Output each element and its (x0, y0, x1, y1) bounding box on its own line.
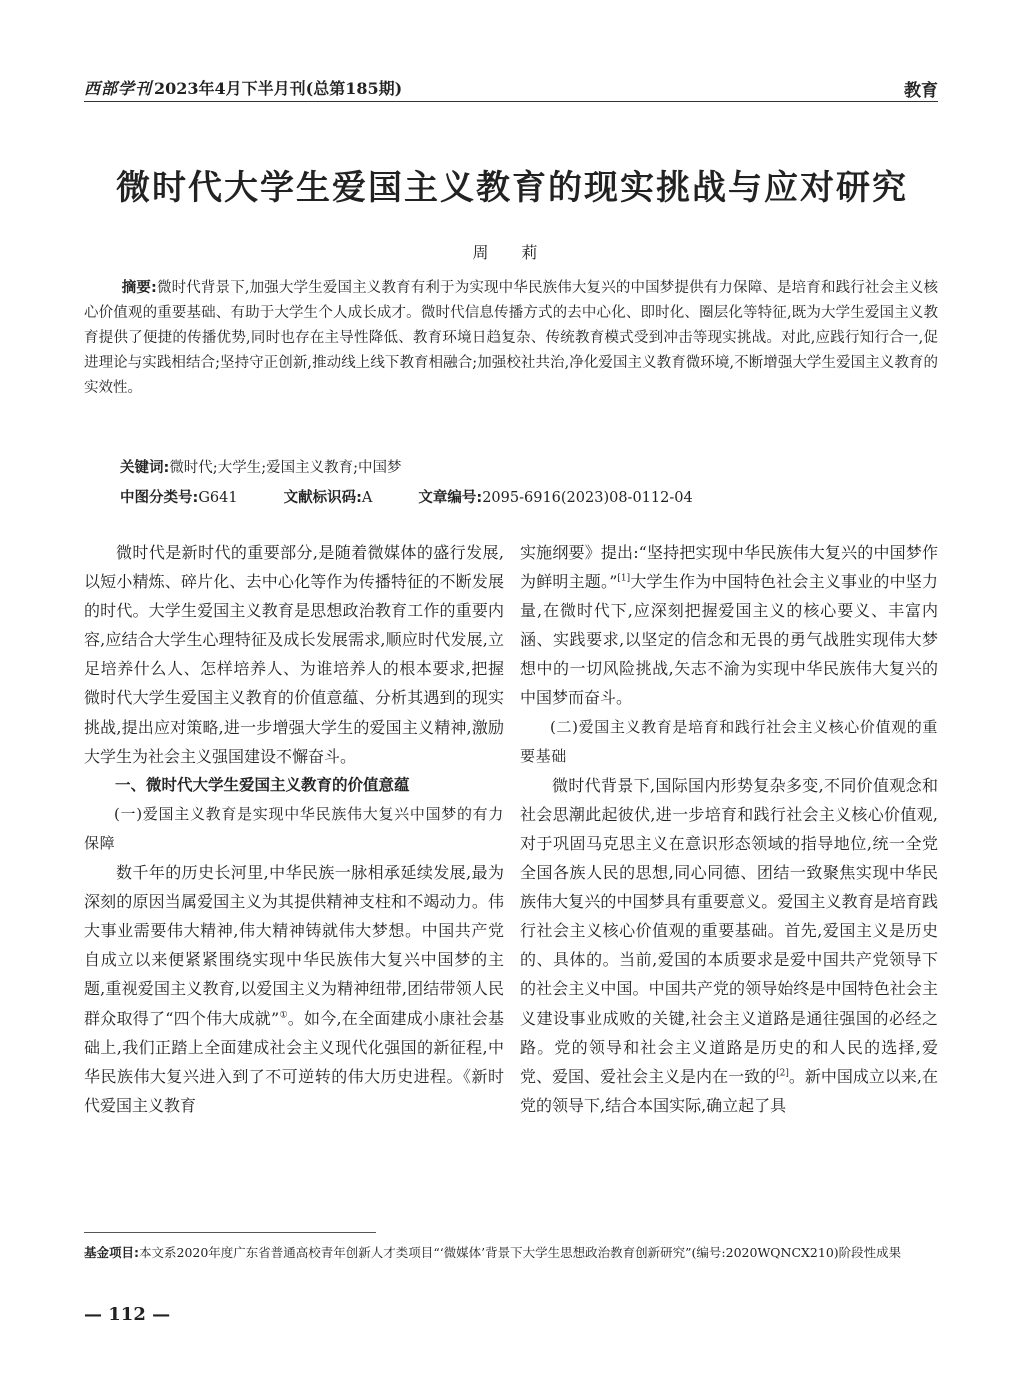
article-no-label: 文章编号: (418, 490, 483, 506)
classification-line (120, 486, 693, 507)
section-name: 教育 (904, 81, 938, 101)
article-no-value: 2095-6916(2023)08-0112-04 (482, 490, 693, 506)
paragraph-text: 数千年的历史长河里,中华民族一脉相承延续发展,最为深刻的原因当属爱国主义为其提供精神支柱和不竭动力。伟大事业需要伟大精神,伟大精神铸就伟大梦想。中国共产党自成立以来便紧紧围绕实现中华民族伟大复兴中国梦的主题,重视爱国主义教育,以爱国主义为精神纽带,团结带领人民群众取得了“四个伟大成就” (84, 863, 504, 1028)
journal-issue (84, 76, 402, 99)
footnote-rule (84, 1232, 376, 1233)
page-number: — 112 — (84, 1304, 171, 1325)
funding-footnote (84, 1240, 938, 1265)
keywords-label: 关键词: (120, 460, 170, 476)
section-heading: 一、微时代大学生爱国主义教育的价值意蕴 (115, 775, 410, 794)
left-column (84, 538, 504, 1120)
issue-info: 2023年4月下半月刊(总第185期) (154, 79, 403, 98)
keywords-text: 微时代;大学生;爱国主义教育;中国梦 (169, 460, 402, 476)
journal-logo: 西部学刊 (84, 79, 153, 98)
footnote-label: 基金项目: (84, 1245, 139, 1260)
paragraph-text: 微时代背景下,国际国内形势复杂多变,不同价值观念和社会思潮此起彼伏,进一步培育和践行社会主义核心价值观,对于巩固马克思主义在意识形态领域的指导地位,统一全党全国各族人民的思想,同心同德、团结一致聚焦实现中华民族伟大复兴的中国梦具有重要意义。爱国主义教育是培育践行社会主义核心价值观的重要基础。首先,爱国主义是历史的、具体的。当前,爱国的本质要求是爱中国共产党领导下的社会主义中国。中国共产党的领导始终是中国特色社会主义建设事业成败的关键,社会主义道路是通往强国的必经之路。党的领导和社会主义道路是历史的和人民的选择,爱党、爱国、爱社会主义是内在一致的 (520, 775, 938, 1086)
clc-label: 中图分类号: (120, 490, 199, 506)
abstract-label: 摘要: (121, 280, 157, 296)
paragraph-text: 。如今,在全面建成小康社会基础上,我们正踏上全面建成社会主义现代化强国的新征程,中华民族伟大复兴进入到了不可逆转的伟大历史进程。《新时代爱国主义教育 (84, 1008, 504, 1115)
paragraph-text: 大学生作为中国特色社会主义事业的中坚力量,在微时代下,应深刻把握爱国主义的核心要义、丰富内涵、实践要求,以坚定的信念和无畏的勇气战胜实现伟大梦想中的一切风险挑战,矢志不渝为实现中华民族伟大复兴的中国梦而奋斗。 (520, 572, 938, 708)
citation-ref: [2] (776, 1068, 789, 1079)
subsection-heading: (二)爱国主义教育是培育和践行社会主义核心价值观的重要基础 (520, 717, 938, 765)
author-name: 周 莉 (472, 243, 552, 262)
paragraph (520, 771, 938, 1120)
header-rule (84, 101, 938, 102)
citation-ref: [1] (617, 573, 631, 584)
paragraph-text: 。新中国成立以来,在党的领导下,结合本国实际,确立起了具 (520, 1066, 938, 1115)
paragraph (84, 858, 504, 1120)
footnote-marker: ① (279, 1010, 288, 1021)
article-title: 微时代大学生爱国主义教育的现实挑战与应对研究 (116, 168, 908, 208)
paragraph (520, 538, 938, 713)
paragraph-text: 实施纲要》提出:“坚持把实现中华民族伟大复兴的中国梦作为鲜明主题。” (520, 543, 938, 592)
keywords (120, 456, 401, 477)
abstract (84, 276, 938, 401)
subsection-heading: (一)爱国主义教育是实现中华民族伟大复兴中国梦的有力保障 (84, 804, 504, 852)
doc-code-value: A (361, 490, 373, 506)
doc-code-label: 文献标识码: (283, 490, 362, 506)
footnote-text: 本文系2020年度广东省普通高校青年创新人才类项目“‘微媒体’背景下大学生思想政治教育创新研究”(编号:2020WQNCX210)阶段性成果 (139, 1245, 902, 1260)
abstract-text: 微时代背景下,加强大学生爱国主义教育有利于为实现中华民族伟大复兴的中国梦提供有力保障、是培育和践行社会主义核心价值观的重要基础、有助于大学生个人成长成才。微时代信息传播方式的去中心化、即时化、圈层化等特征,既为大学生爱国主义教育提供了便捷的传播优势,同时也存在主导性降低、教育环境日趋复杂、传统教育模式受到冲击等现实挑战。对此,应践行知行合一,促进理论与实践相结合;坚持守正创新,推动线上线下教育相融合;加强校社共治,净化爱国主义教育微环境,不断增强大学生爱国主义教育的实效性。 (84, 280, 938, 396)
paragraph: 微时代是新时代的重要部分,是随着微媒体的盛行发展,以短小精炼、碎片化、去中心化等作为传播特征的不断发展的时代。大学生爱国主义教育是思想政治教育工作的重要内容,应结合大学生心理特征及成长发展需求,顺应时代发展,立足培养什么人、怎样培养人、为谁培养人的根本要求,把握微时代大学生爱国主义教育的价值意蕴、分析其遇到的现实挑战,提出应对策略,进一步增强大学生的爱国主义精神,激励大学生为社会主义强国建设不懈奋斗。 (84, 543, 504, 766)
right-column (520, 538, 938, 1120)
clc-value: G641 (198, 490, 238, 506)
